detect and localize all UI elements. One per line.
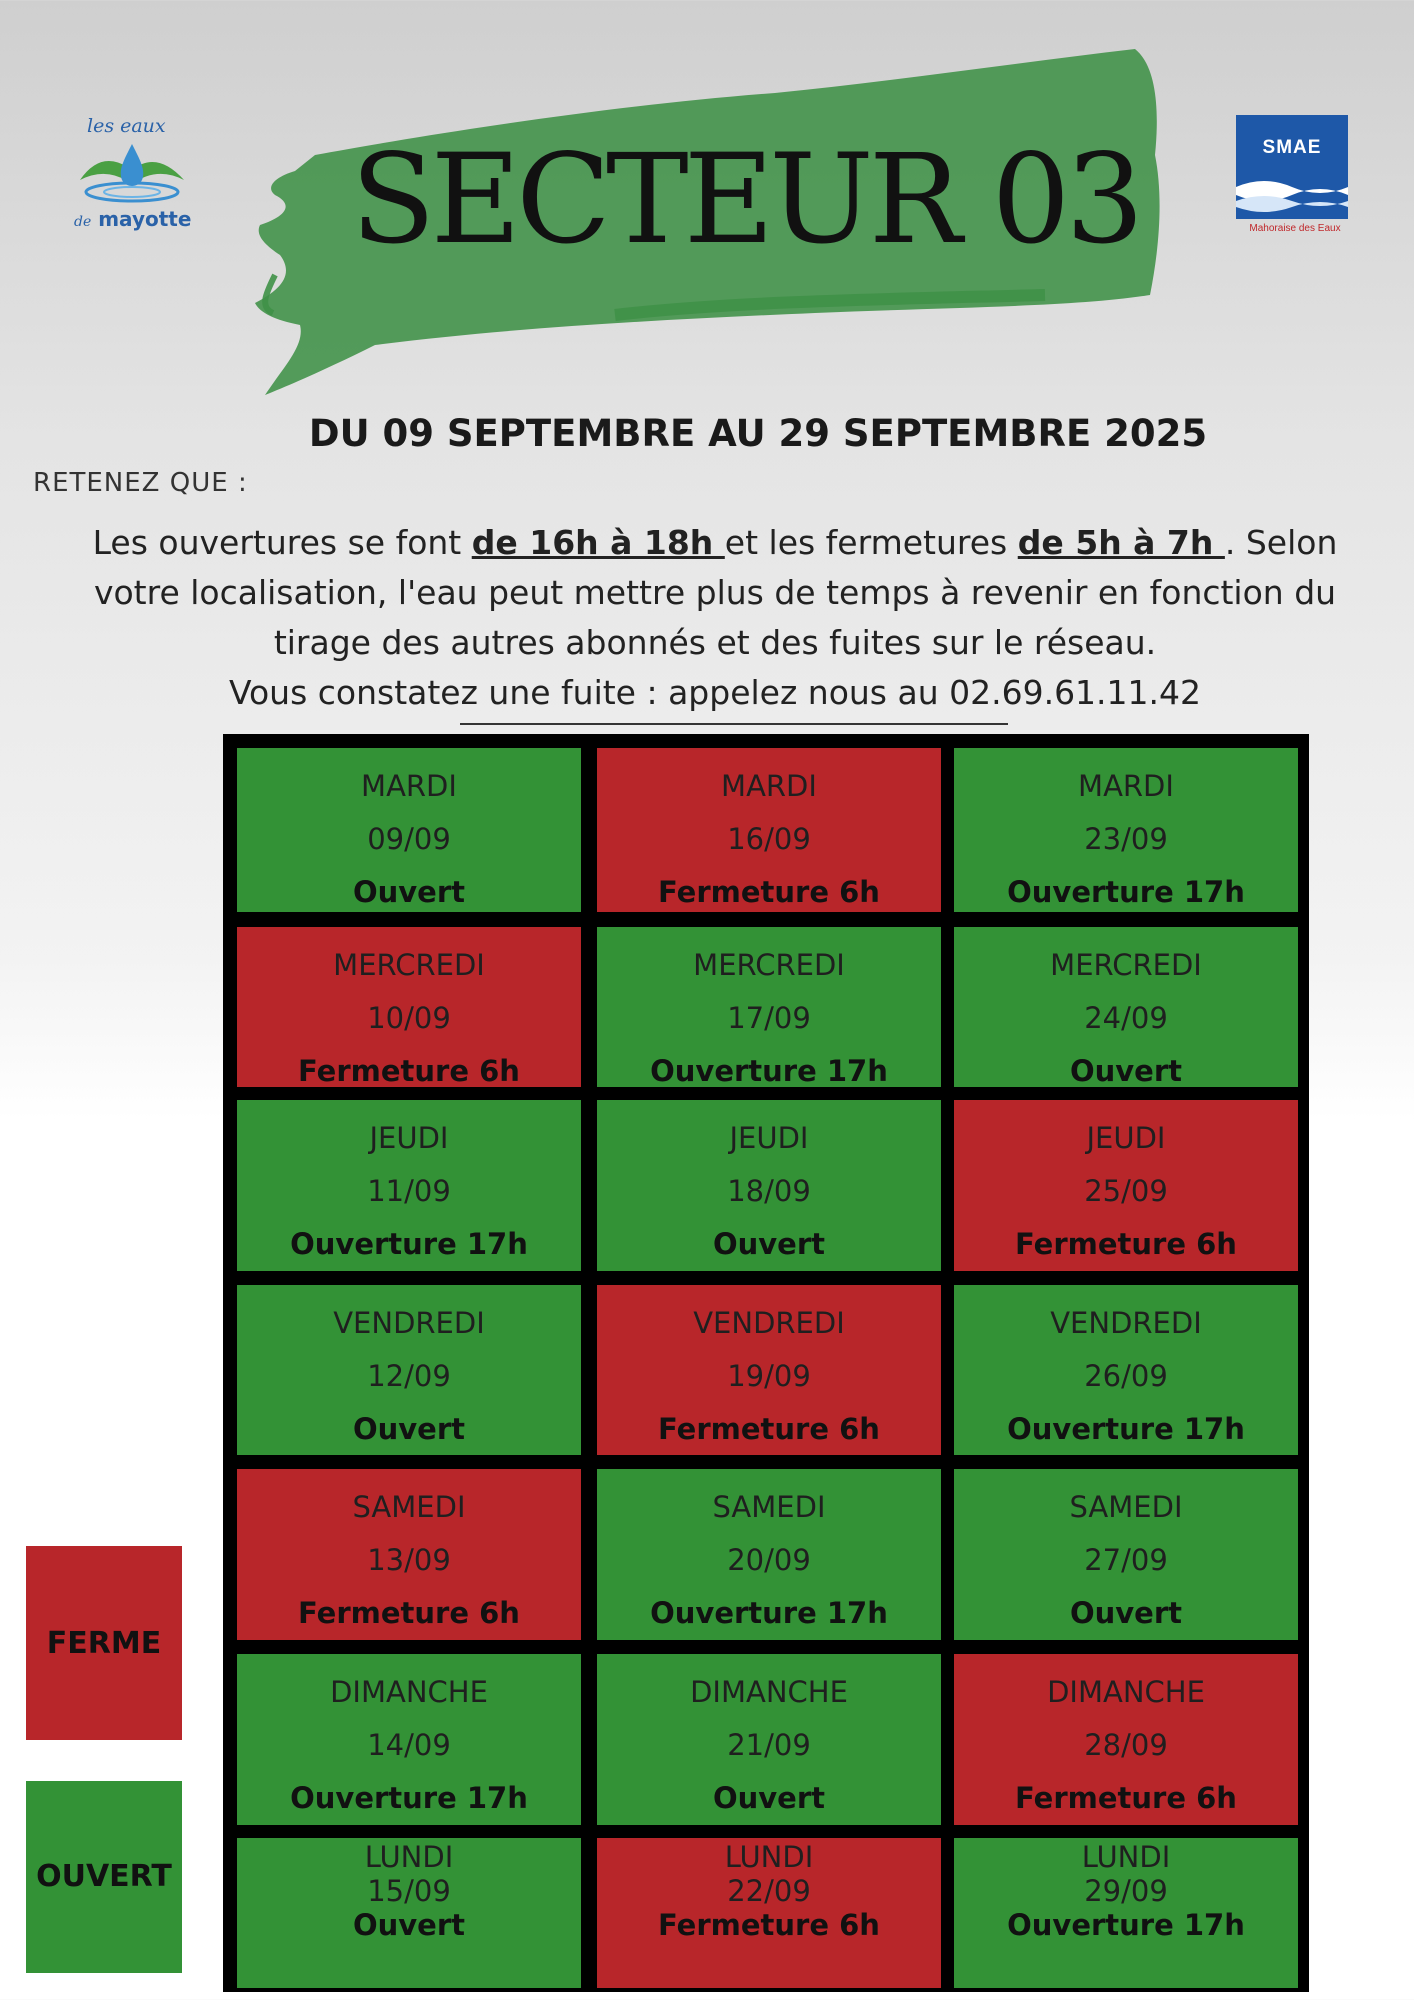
- legend-ferme-label: FERME: [46, 1626, 162, 1661]
- cell-status: Ouverture 17h: [1007, 1412, 1245, 1446]
- divider-line: [460, 723, 1008, 725]
- cell-day: JEUDI: [369, 1121, 449, 1155]
- schedule-cell: [237, 1838, 581, 1988]
- cell-day: LUNDI: [364, 1840, 454, 1874]
- cell-day: MARDI: [721, 769, 817, 803]
- legend-ouvert-label: OUVERT: [36, 1859, 172, 1894]
- cell-status: Ouverture 17h: [1007, 875, 1245, 909]
- cell-date: 23/09: [1084, 822, 1168, 856]
- cell-day: LUNDI: [1081, 1840, 1171, 1874]
- schedule-cell: [237, 1100, 581, 1271]
- legend-ferme: [26, 1546, 182, 1740]
- cell-date: 11/09: [367, 1174, 451, 1208]
- cell-day: VENDREDI: [1050, 1306, 1202, 1340]
- cell-day: SAMEDI: [1069, 1490, 1183, 1524]
- schedule-cell: [597, 1838, 941, 1988]
- cell-date: 18/09: [727, 1174, 811, 1208]
- cell-day: JEUDI: [729, 1121, 809, 1155]
- cell-day: VENDREDI: [333, 1306, 485, 1340]
- cell-status: Fermeture 6h: [658, 875, 880, 909]
- les-eaux-de-mayotte-logo: [62, 112, 212, 242]
- schedule-cell: [954, 927, 1298, 1087]
- cell-day: SAMEDI: [712, 1490, 826, 1524]
- cell-date: 21/09: [727, 1728, 811, 1762]
- intro-text-1: Les ouvertures se font: [92, 523, 472, 562]
- cell-date: 20/09: [727, 1543, 811, 1577]
- logo-left-line2: de mayotte: [74, 207, 192, 231]
- page-title: SECTEUR 03: [350, 128, 1140, 272]
- cell-status: Fermeture 6h: [1015, 1781, 1237, 1815]
- cell-date: 17/09: [727, 1001, 811, 1035]
- cell-day: LUNDI: [724, 1840, 814, 1874]
- cell-day: MERCREDI: [333, 948, 485, 982]
- smae-logo: [1236, 115, 1354, 245]
- cell-status: Ouvert: [1069, 1054, 1183, 1088]
- cell-day: VENDREDI: [693, 1306, 845, 1340]
- schedule-cell: [597, 748, 941, 912]
- schedule-cell: [237, 1654, 581, 1825]
- cell-date: 16/09: [727, 822, 811, 856]
- open-hours: de 16h à 18h: [471, 523, 725, 562]
- cell-day: JEUDI: [1086, 1121, 1166, 1155]
- cell-date: 26/09: [1084, 1359, 1168, 1393]
- cell-status: Fermeture 6h: [298, 1054, 520, 1088]
- cell-status: Ouvert: [352, 1412, 466, 1446]
- cell-day: SAMEDI: [352, 1490, 466, 1524]
- smae-logo-box: [1236, 115, 1348, 219]
- cell-status: Ouverture 17h: [290, 1781, 528, 1815]
- schedule-cell: [954, 1654, 1298, 1825]
- cell-day: MARDI: [361, 769, 457, 803]
- cell-day: DIMANCHE: [330, 1675, 488, 1709]
- schedule-cell: [597, 927, 941, 1087]
- cell-date: 27/09: [1084, 1543, 1168, 1577]
- intro-text-2: et les fermetures: [724, 523, 1018, 562]
- schedule-cell: [954, 1838, 1298, 1988]
- cell-date: 22/09: [727, 1874, 811, 1908]
- cell-date: 14/09: [367, 1728, 451, 1762]
- cell-status: Ouvert: [352, 1908, 466, 1942]
- schedule-cell: [597, 1285, 941, 1455]
- cell-date: 15/09: [367, 1874, 451, 1908]
- period-heading: DU 09 SEPTEMBRE AU 29 SEPTEMBRE 2025: [308, 412, 1208, 455]
- schedule-grid: [223, 734, 1309, 1992]
- cell-date: 19/09: [727, 1359, 811, 1393]
- cell-status: Ouverture 17h: [1007, 1908, 1245, 1942]
- cell-status: Ouverture 17h: [290, 1227, 528, 1261]
- smae-logo-text: SMAE: [1262, 137, 1322, 158]
- cell-day: MERCREDI: [693, 948, 845, 982]
- schedule-cell: [237, 927, 581, 1087]
- legend-ouvert: [26, 1781, 182, 1973]
- cell-day: MARDI: [1078, 769, 1174, 803]
- schedule-cell: [597, 1469, 941, 1640]
- cell-date: 28/09: [1084, 1728, 1168, 1762]
- retenez-label: RETENEZ QUE :: [33, 468, 248, 498]
- cell-status: Ouvert: [712, 1227, 826, 1261]
- cell-date: 12/09: [367, 1359, 451, 1393]
- cell-day: DIMANCHE: [690, 1675, 848, 1709]
- cell-status: Fermeture 6h: [1015, 1227, 1237, 1261]
- cell-date: 10/09: [367, 1001, 451, 1035]
- cell-date: 29/09: [1084, 1874, 1168, 1908]
- cell-status: Ouverture 17h: [650, 1054, 888, 1088]
- cell-status: Fermeture 6h: [658, 1908, 880, 1942]
- schedule-cell: [597, 1654, 941, 1825]
- cell-date: 25/09: [1084, 1174, 1168, 1208]
- cell-status: Fermeture 6h: [298, 1596, 520, 1630]
- schedule-cell: [954, 1100, 1298, 1271]
- close-hours: de 5h à 7h: [1017, 523, 1225, 562]
- cell-status: Ouvert: [712, 1781, 826, 1815]
- schedule-cell: [954, 748, 1298, 912]
- schedule-cell: [237, 1285, 581, 1455]
- cell-status: Fermeture 6h: [658, 1412, 880, 1446]
- smae-logo-subtitle: Mahoraise des Eaux: [1249, 223, 1341, 234]
- cell-status: Ouverture 17h: [650, 1596, 888, 1630]
- cell-date: 13/09: [367, 1543, 451, 1577]
- cell-date: 24/09: [1084, 1001, 1168, 1035]
- wave-icon: [1236, 173, 1348, 213]
- intro-paragraph: [80, 518, 1350, 718]
- intro-text-3: . Selon votre localisation, l'eau peut mettre plus de temps à revenir en fonction du tirage des autres abonnés et des fuites sur le réseau.: [93, 523, 1338, 662]
- water-drop-icon: [72, 140, 192, 210]
- cell-date: 09/09: [367, 822, 451, 856]
- logo-left-line1: les eaux: [87, 115, 166, 137]
- schedule-cell: [954, 1285, 1298, 1455]
- cell-status: Ouvert: [1069, 1596, 1183, 1630]
- schedule-cell: [954, 1469, 1298, 1640]
- cell-day: MERCREDI: [1050, 948, 1202, 982]
- schedule-cell: [237, 748, 581, 912]
- schedule-cell: [237, 1469, 581, 1640]
- leak-phone-text: Vous constatez une fuite : appelez nous au 02.69.61.11.42: [228, 673, 1202, 712]
- cell-day: DIMANCHE: [1047, 1675, 1205, 1709]
- cell-status: Ouvert: [352, 875, 466, 909]
- schedule-cell: [597, 1100, 941, 1271]
